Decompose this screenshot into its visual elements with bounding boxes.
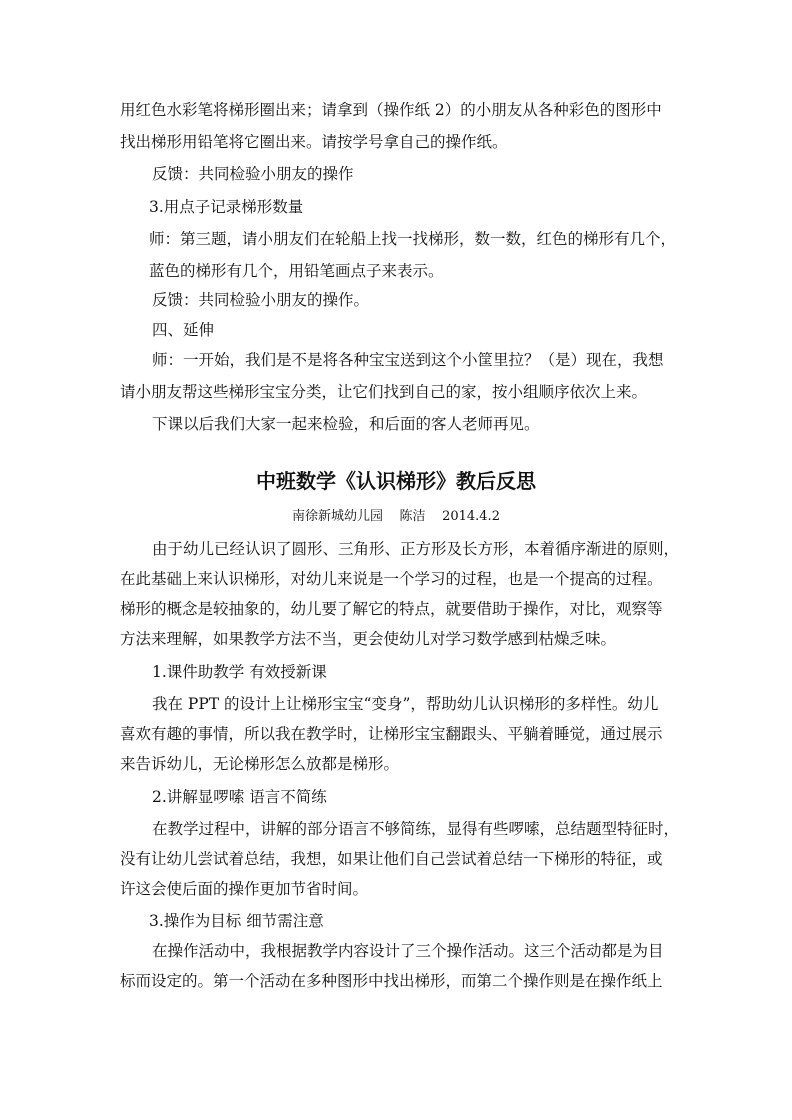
page-title: 中班数学《认识梯形》教后反思: [256, 469, 536, 493]
list-heading: 3.用点子记录梯形数量: [149, 198, 304, 216]
paragraph-line: 师：一开始，我们是不是将各种宝宝送到这个小筐里拉？（是）现在，我想: [152, 351, 664, 369]
paragraph-line: 来告诉幼儿，无论梯形怎么放都是梯形。: [120, 755, 400, 773]
paragraph-line: 反馈：共同检验小朋友的操作。: [152, 291, 370, 309]
paragraph-line: 在教学过程中，讲解的部分语言不够简练，显得有些啰嗦，总结题型特征时，: [152, 820, 680, 838]
paragraph-line: 找出梯形用铅笔将它圈出来。请按学号拿自己的操作纸。: [120, 133, 508, 151]
paragraph-line: 反馈：共同检验小朋友的操作: [152, 165, 354, 183]
paragraph-line: 下课以后我们大家一起来检验，和后面的客人老师再见。: [152, 415, 540, 433]
paragraph-line: 喜欢有趣的事情，所以我在教学时，让梯形宝宝翻跟头、平躺着睡觉，通过展示: [120, 725, 663, 743]
paragraph-line: 由于幼儿已经认识了圆形、三角形、正方形及长方形，本着循序渐进的原则，: [152, 540, 680, 558]
paragraph-line: 在操作活动中，我根据教学内容设计了三个操作活动。这三个活动都是为目: [152, 942, 664, 960]
paragraph-line: 请小朋友帮这些梯形宝宝分类，让它们找到自己的家，按小组顺序依次上来。: [120, 383, 648, 401]
paragraph-line: 师：第三题，请小朋友们在轮船上找一找梯形，数一数，红色的梯形有几个，: [149, 230, 677, 248]
section-heading: 四、延伸: [152, 321, 215, 339]
list-heading: 1.课件助教学 有效授新课: [152, 663, 327, 681]
paragraph-line: 用红色水彩笔将梯形圈出来；请拿到（操作纸 2）的小朋友从各种彩色的图形中: [120, 101, 662, 119]
paragraph-line: 标而设定的。第一个活动在多种图形中找出梯形，而第二个操作则是在操作纸上: [120, 972, 663, 990]
byline: 南徐新城幼儿园 陈洁 2014.4.2: [292, 509, 500, 524]
paragraph-line: 梯形的概念是较抽象的，幼儿要了解它的特点，就要借助于操作，对比，观察等: [120, 600, 663, 618]
paragraph-line: 在此基础上来认识梯形，对幼儿来说是一个学习的过程，也是一个提高的过程。: [120, 570, 663, 588]
paragraph-line: 没有让幼儿尝试着总结，我想，如果让他们自己尝试着总结一下梯形的特征，或: [120, 850, 663, 868]
paragraph-line: 许这会使后面的操作更加节省时间。: [120, 880, 369, 898]
list-heading: 2.讲解显啰嗦 语言不简练: [152, 788, 327, 806]
paragraph-line: 方法来理解，如果教学方法不当，更会使幼儿对学习数学感到枯燥乏味。: [120, 630, 617, 648]
paragraph-line: 我在 PPT 的设计上让梯形宝宝“变身”，帮助幼儿认识梯形的多样性。幼儿: [152, 695, 659, 713]
list-heading: 3.操作为目标 细节需注意: [149, 912, 324, 930]
paragraph-line: 蓝色的梯形有几个，用铅笔画点子来表示。: [149, 262, 444, 280]
